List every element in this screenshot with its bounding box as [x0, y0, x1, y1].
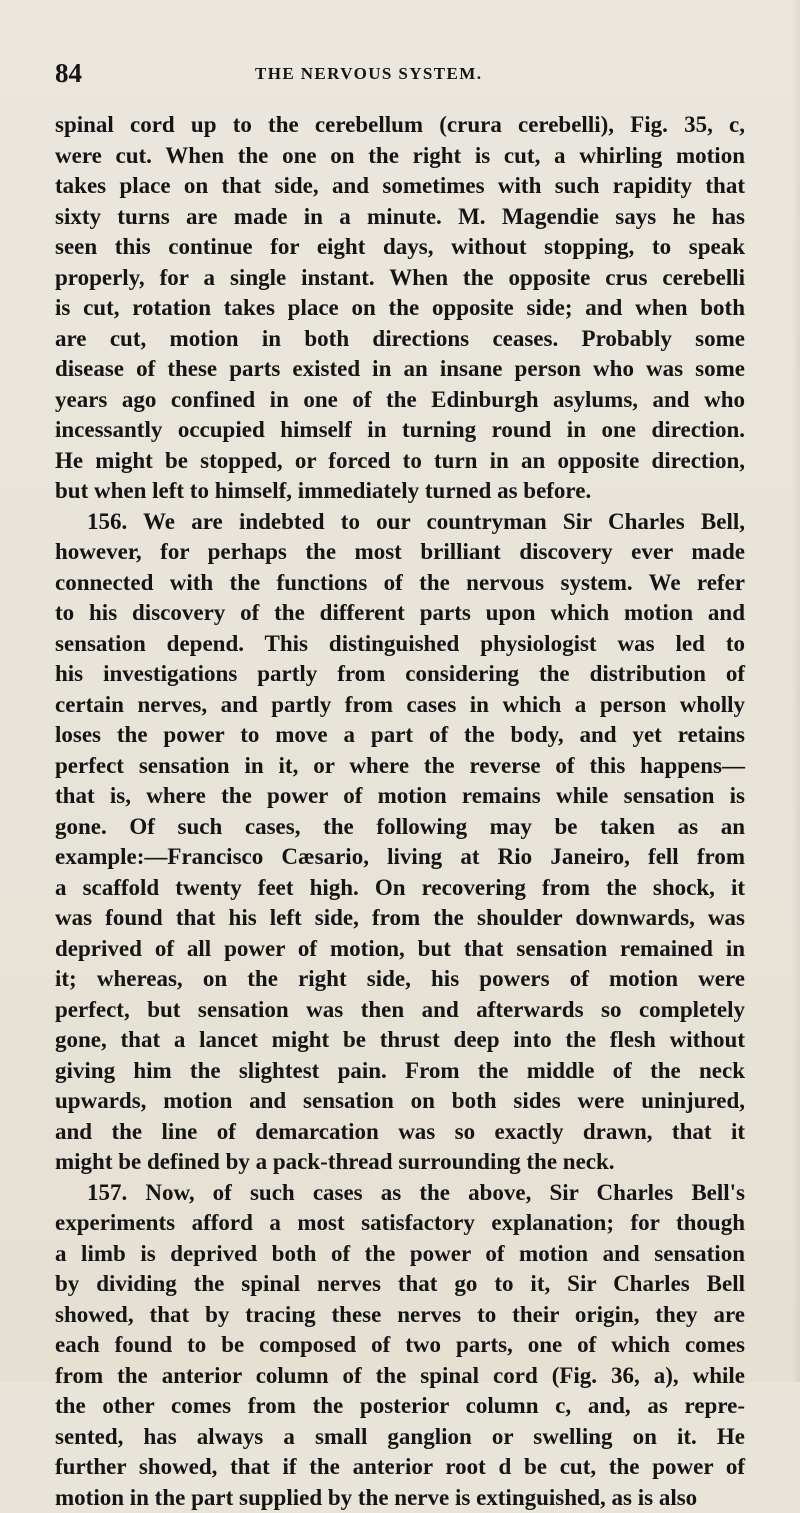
- text-line: takes place on that side, and sometimes with such rapidity that: [55, 171, 745, 202]
- text-line: gone. Of such cases, the following may be taken as an: [55, 812, 745, 843]
- text-line: is cut, rotation takes place on the opposite side; and when both: [55, 293, 745, 324]
- text-line: deprived of all power of motion, but that sensation remained in: [55, 934, 745, 965]
- text-line: upwards, motion and sensation on both sides were uninjured,: [55, 1086, 745, 1117]
- text-line: motion in the part supplied by the nerve is extinguished, as is also: [55, 1483, 745, 1513]
- text-line: perfect, but sensation was then and afterwards so completely: [55, 995, 745, 1026]
- text-line: might be defined by a pack-thread surrounding the neck.: [55, 1147, 745, 1178]
- text-line: to his discovery of the different parts upon which motion and: [55, 598, 745, 629]
- text-line: a limb is deprived both of the power of motion and sensation: [55, 1239, 745, 1270]
- text-line: was found that his left side, from the shoulder downwards, was: [55, 903, 745, 934]
- running-head: THE NERVOUS SYSTEM.: [255, 64, 482, 84]
- text-line: experiments afford a most satisfactory explanation; for though: [55, 1208, 745, 1239]
- text-line: spinal cord up to the cerebellum (crura cerebelli), Fig. 35, c,: [55, 110, 745, 141]
- text-line: certain nerves, and partly from cases in which a person wholly: [55, 690, 745, 721]
- text-line: and the line of demarcation was so exactly drawn, that it: [55, 1117, 745, 1148]
- text-line: connected with the functions of the nervous system. We refer: [55, 568, 745, 599]
- text-line: giving him the slightest pain. From the middle of the neck: [55, 1056, 745, 1087]
- text-line: further showed, that if the anterior root d be cut, the power of: [55, 1452, 745, 1483]
- text-line: perfect sensation in it, or where the reverse of this happens—: [55, 751, 745, 782]
- text-line: seen this continue for eight days, without stopping, to speak: [55, 232, 745, 263]
- text-line: however, for perhaps the most brilliant discovery ever made: [55, 537, 745, 568]
- page-number: 84: [55, 58, 82, 89]
- text-line: showed, that by tracing these nerves to their origin, they are: [55, 1300, 745, 1331]
- text-line: it; whereas, on the right side, his powers of motion were: [55, 964, 745, 995]
- text-line: a scaffold twenty feet high. On recovering from the shock, it: [55, 873, 745, 904]
- text-line: from the anterior column of the spinal cord (Fig. 36, a), while: [55, 1361, 745, 1392]
- text-line: his investigations partly from considering the distribution of: [55, 659, 745, 690]
- paragraph-157-start: 157. Now, of such cases as the above, Sir Charles Bell's: [55, 1178, 745, 1209]
- text-line: are cut, motion in both directions ceases. Probably some: [55, 324, 745, 355]
- text-line: each found to be composed of two parts, one of which comes: [55, 1330, 745, 1361]
- text-line: properly, for a single instant. When the opposite crus cerebelli: [55, 263, 745, 294]
- text-line: sensation depend. This distinguished physiologist was led to: [55, 629, 745, 660]
- text-line: the other comes from the posterior column c, and, as repre-: [55, 1391, 745, 1422]
- text-line: were cut. When the one on the right is cut, a whirling motion: [55, 141, 745, 172]
- page-header: [55, 58, 745, 88]
- text-line: years ago confined in one of the Edinburgh asylums, and who: [55, 385, 745, 416]
- text-line: example:—Francisco Cæsario, living at Rio Janeiro, fell from: [55, 842, 745, 873]
- paragraph-156-start: 156. We are indebted to our countryman Sir Charles Bell,: [55, 507, 745, 538]
- text-line: loses the power to move a part of the body, and yet retains: [55, 720, 745, 751]
- text-line: sented, has always a small ganglion or swelling on it. He: [55, 1422, 745, 1453]
- text-line: incessantly occupied himself in turning round in one direction.: [55, 415, 745, 446]
- text-line: by dividing the spinal nerves that go to it, Sir Charles Bell: [55, 1269, 745, 1300]
- page-edge-shadow: [792, 0, 800, 1382]
- body-text: [55, 110, 745, 1513]
- text-line: disease of these parts existed in an insane person who was some: [55, 354, 745, 385]
- text-line: but when left to himself, immediately turned as before.: [55, 476, 745, 507]
- text-line: He might be stopped, or forced to turn in an opposite direction,: [55, 446, 745, 477]
- text-line: sixty turns are made in a minute. M. Magendie says he has: [55, 202, 745, 233]
- text-line: gone, that a lancet might be thrust deep into the flesh without: [55, 1025, 745, 1056]
- text-line: that is, where the power of motion remains while sensation is: [55, 781, 745, 812]
